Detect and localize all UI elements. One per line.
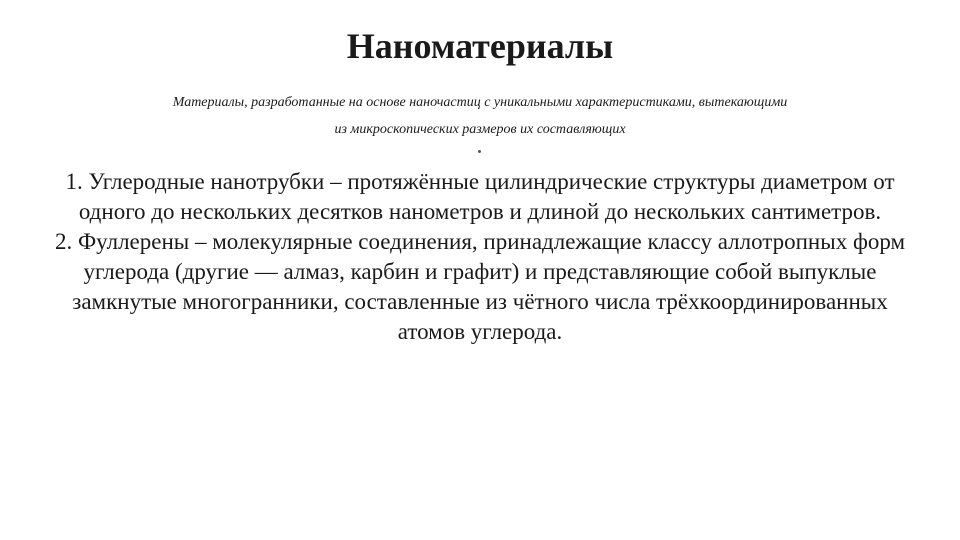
bullet-dot [478, 150, 481, 153]
slide-body [40, 167, 920, 347]
item-fullerenes: 2. Фуллерены – молекулярные соединения, принадлежащие классу аллотропных форм углерода (другие — алмаз, карбин и графит) и представляющие собой выпуклые замкнутые многогранники, составленные из чётного числа трёхкоординированных атомов углерода. [54, 229, 906, 344]
slide-title: Наноматериалы [346, 26, 614, 66]
item-carbon-nanotubes: 1. Углеродные нанотрубки – протяжённые цилиндрические структуры диаметром от одного до нескольких десятков нанометров и длиной до нескольких сантиметров. [65, 169, 895, 224]
subtitle-line-1: Материалы, разработанные на основе наночастиц с уникальными характеристиками, вытекающими [172, 95, 788, 110]
subtitle-line-2: из микроскопических размеров их составляющих [334, 122, 626, 137]
